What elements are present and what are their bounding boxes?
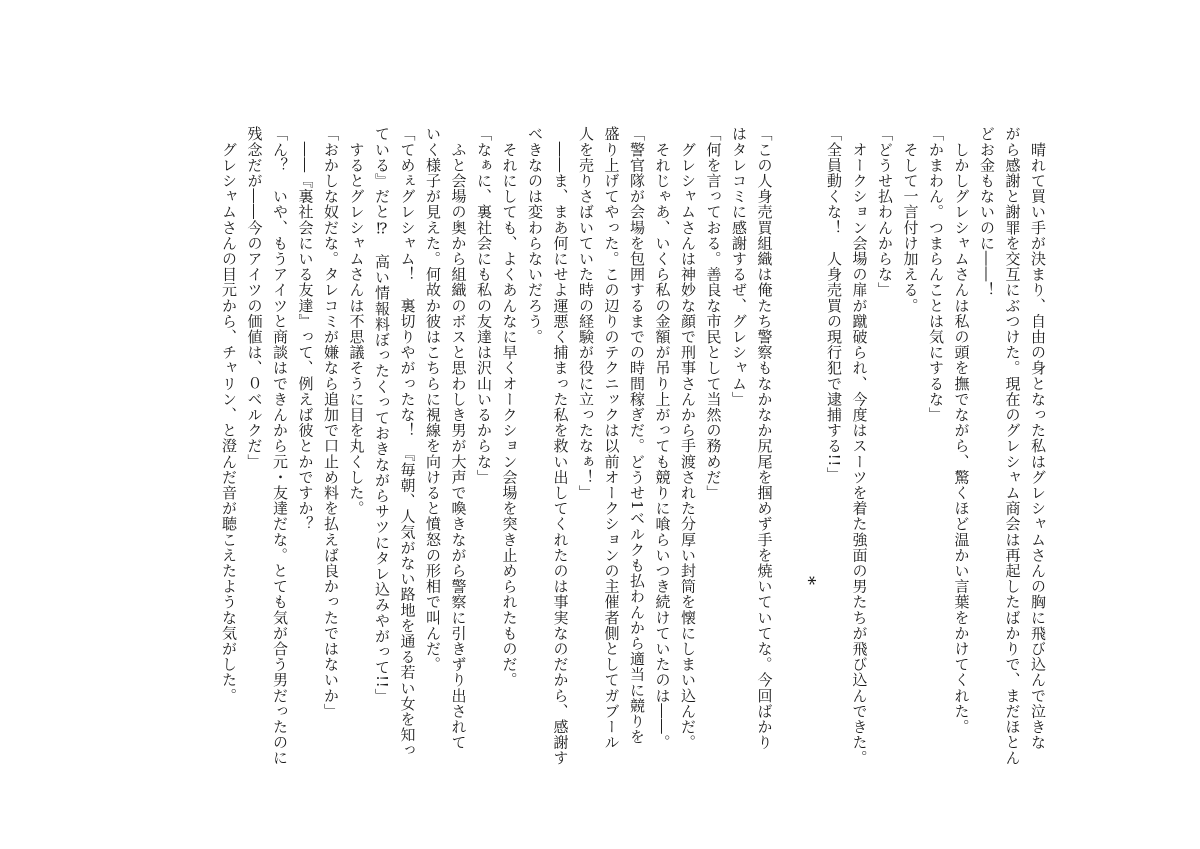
text-column: べきなのは変わらないだろう。 — [526, 126, 544, 345]
text-column: がら感謝と謝罪を交互にぶつけた。現在のグレシャム商会は再起したばかりで、まだほとん — [1003, 126, 1022, 766]
vertical-text-body — [216, 126, 1051, 766]
text-column: そして一言付け加える。 — [901, 126, 920, 314]
text-column: ふと会場の奥から組織のボスと思わしき男が大声で喚きながら警察に引きずり出されて — [449, 126, 468, 750]
text-column: ――ま、まあ何にせよ運悪く捕まった私を救い出してくれたのは事実なのだから、感謝す — [551, 126, 570, 766]
text-column: 「この人身売買組織は俺たち警察もなかなか尻尾を掴めず手を焼いていてな。今回ばかり — [755, 126, 774, 750]
text-column: 人を売りさばいていた時の経験が役に立ったなぁ！」 — [577, 126, 595, 501]
text-column: オークション会場の扉が蹴破られ、今度はスーツを着た強面の男たちが飛び込んできた。 — [850, 126, 869, 766]
text-column: ――『裏社会にいる友達』って、例えば彼とかですか？ — [296, 126, 315, 532]
text-column: 「おかしな奴だな。タレコミが嫌なら追加で口止め料を払えば良かったではないか」 — [322, 126, 340, 719]
text-column: 晴れて買い手が決まり、自由の身となった私はグレシャムさんの胸に飛び込んで泣きな — [1029, 126, 1047, 750]
text-column: ている』だと⁉ 高い情報料ぼったくっておきながらサツにタレ込みやがって!!」 — [373, 126, 391, 704]
text-column: するとグレシャムさんは不思議そうに目を丸くした。 — [347, 126, 366, 516]
text-column: それにしても、よくあんなに早くオークション会場を突き止められたものだ。 — [500, 126, 519, 688]
text-column: 「警官隊が会場を包囲するまでの時間稼ぎだ。どうせ1ベルクも払わんから適当に競りを — [628, 126, 646, 745]
text-column: しかしグレシャムさんは私の頭を撫でながら、驚くほど温かい言葉をかけてくれた。 — [952, 126, 971, 735]
text-column: グレシャムさんは神妙な顔で刑事さんから手渡された分厚い封筒を懐にしまい込んだ。 — [679, 126, 697, 750]
text-column: 残念だが――今のアイツの価値は、０ベルクだ」 — [245, 126, 264, 470]
text-column: グレシャムさんの目元から、チャリン、と澄んだ音が聴こえたような気がした。 — [220, 126, 238, 704]
text-column: いく様子が見えた。何故か彼はこちらに視線を向けると憤怒の形相で叫んだ。 — [424, 126, 442, 672]
text-column: 「何を言っておる。善良な市民として当然の務めだ」 — [704, 126, 723, 501]
text-column: はタレコミに感謝するぜ、グレシャム」 — [730, 126, 748, 407]
text-column: どお金もないのに――！ — [978, 126, 996, 298]
section-separator: * — [797, 576, 819, 586]
text-column: 「なぁに、裏社会にも私の友達は沢山いるからな」 — [475, 126, 493, 485]
text-column: 「ん？ いや、もうアイツと商談はできんから元・友達だな。とても気が合う男だったのに — [271, 126, 289, 766]
text-column: 「どうせ払わんからな」 — [876, 126, 894, 298]
text-column: 「てめぇグレシャム！ 裏切りやがったな！ 『毎朝、人気がない路地を通る若い女を知っ — [398, 126, 417, 759]
text-column: 盛り上げてやった。この辺りのテクニックは以前オークションの主催者側としてガブール — [602, 126, 621, 750]
text-column: 「全員動くな！ 人身売買の現行犯で逮捕する!!」 — [825, 126, 843, 483]
text-column: それじゃあ、いくら私の金額が吊り上がっても競りに喰らいつき続けていたのは――。 — [653, 126, 672, 750]
text-column: 「かまわん。つまらんことは気にするな」 — [927, 126, 945, 423]
